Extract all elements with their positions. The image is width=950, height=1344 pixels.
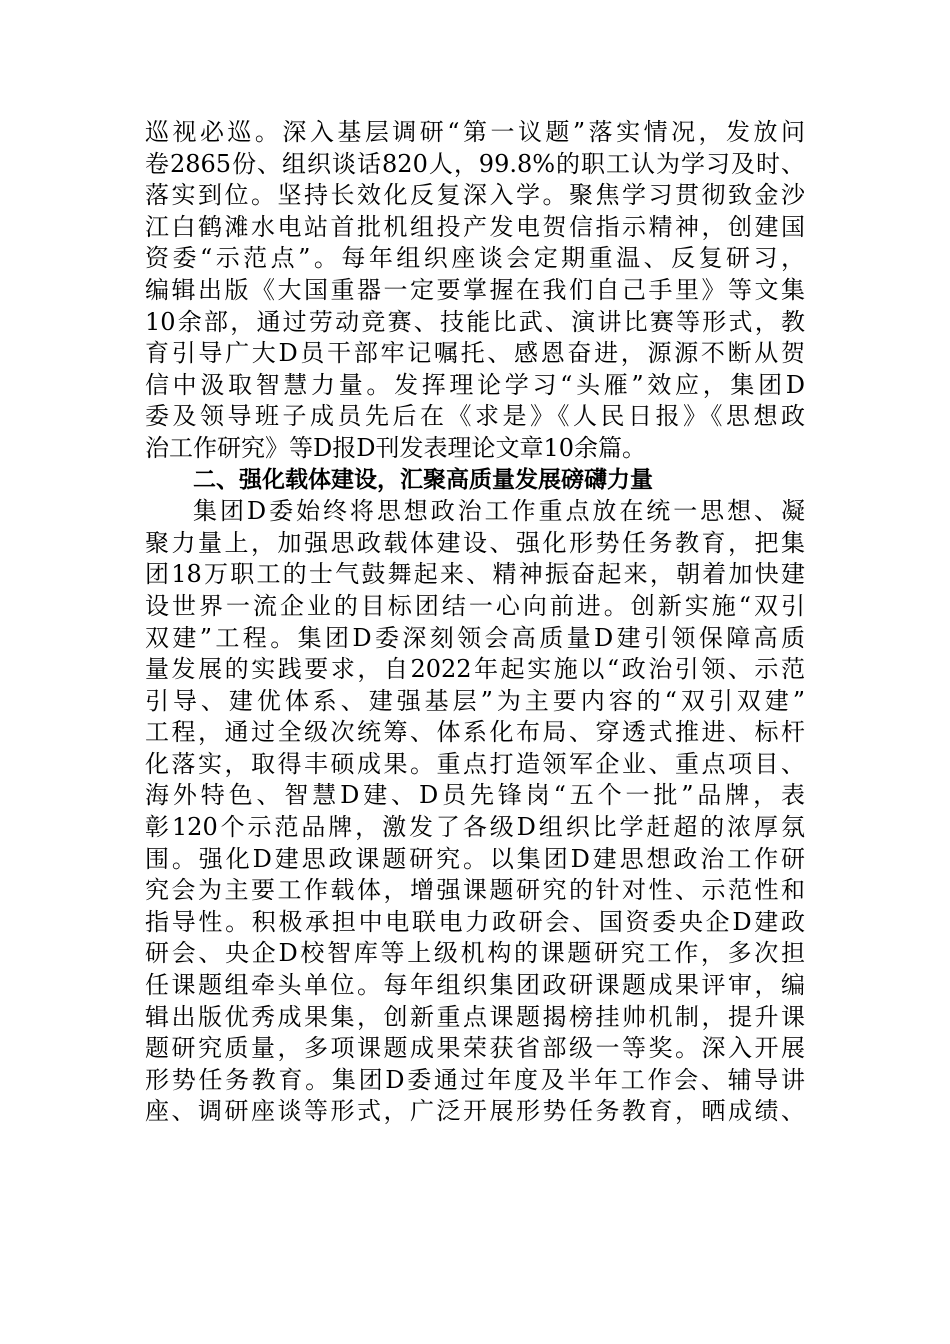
text-line: 围。强化D建思政课题研究。以集团D建思想政治工作研: [145, 844, 805, 873]
text-line: 量发展的实践要求，自2022年起实施以“政治引领、示范: [145, 655, 805, 684]
text-line: 化落实，取得丰硕成果。重点打造领军企业、重点项目、: [145, 749, 805, 778]
text-line: 设世界一流企业的目标团结一心向前进。创新实施“双引: [145, 591, 805, 620]
paragraph-1: [145, 117, 805, 465]
text-line: 团18万职工的士气鼓舞起来、精神振奋起来，朝着加快建: [145, 560, 805, 589]
text-line: 工程，通过全级次统筹、体系化布局、穿透式推进、标杆: [145, 718, 805, 747]
text-line: 卷2865份、组织谈话820人，99.8%的职工认为学习及时、: [145, 149, 805, 178]
text-line: 引导、建优体系、建强基层”为主要内容的“双引双建”: [145, 686, 805, 715]
text-line: 江白鹤滩水电站首批机组投产发电贺信指示精神，创建国: [145, 212, 805, 241]
text-line: 10余部，通过劳动竞赛、技能比武、演讲比赛等形式，教: [145, 307, 805, 336]
text-line: 题研究质量，多项课题成果荣获省部级一等奖。深入开展: [145, 1034, 805, 1063]
text-line: 巡视必巡。深入基层调研“第一议题”落实情况，发放问: [145, 118, 805, 146]
section-heading: 二、强化载体建设，汇聚高质量发展磅礴力量: [193, 466, 653, 493]
text-line: 研会、央企D校智库等上级机构的课题研究工作，多次担: [145, 939, 805, 968]
text-line: 究会为主要工作载体，增强课题研究的针对性、示范性和: [145, 876, 805, 905]
text-line: 落实到位。坚持长效化反复深入学。聚焦学习贯彻致金沙: [145, 181, 805, 210]
text-line: 彰120个示范品牌，激发了各级D组织比学赶超的浓厚氛: [145, 813, 805, 842]
text-line: 治工作研究》等D报D刊发表理论文章10余篇。: [145, 433, 647, 462]
text-line: 座、调研座谈等形式，广泛开展形势任务教育，晒成绩、: [145, 1097, 805, 1126]
text-line: 任课题组牵头单位。每年组织集团政研课题成果评审，编: [145, 971, 805, 1000]
text-line: 资委“示范点”。每年组织座谈会定期重温、反复研习，: [145, 244, 805, 273]
text-line: 海外特色、智慧D建、D员先锋岗“五个一批”品牌，表: [145, 781, 805, 810]
text-line: 形势任务教育。集团D委通过年度及半年工作会、辅导讲: [145, 1065, 805, 1094]
text-line: 指导性。积极承担中电联电力政研会、国资委央企D建政: [145, 907, 805, 936]
text-line: 集团D委始终将思想政治工作重点放在统一思想、凝: [193, 497, 805, 526]
text-line: 辑出版优秀成果集，创新重点课题揭榜挂帅机制，提升课: [145, 1002, 805, 1031]
text-line: 双建”工程。集团D委深刻领会高质量D建引领保障高质: [145, 623, 805, 652]
text-line: 信中汲取智慧力量。发挥理论学习“头雁”效应，集团D: [145, 370, 805, 399]
text-line: 育引导广大D员干部牢记嘱托、感恩奋进，源源不断从贺: [145, 339, 805, 368]
document-page: [145, 117, 805, 1128]
text-line: 编辑出版《大国重器一定要掌握在我们自己手里》等文集: [145, 275, 805, 304]
paragraph-2: [145, 496, 805, 1128]
text-line: 聚力量上，加强思政载体建设、强化形势任务教育，把集: [145, 528, 805, 557]
text-line: 委及领导班子成员先后在《求是》《人民日报》《思想政: [145, 402, 805, 431]
